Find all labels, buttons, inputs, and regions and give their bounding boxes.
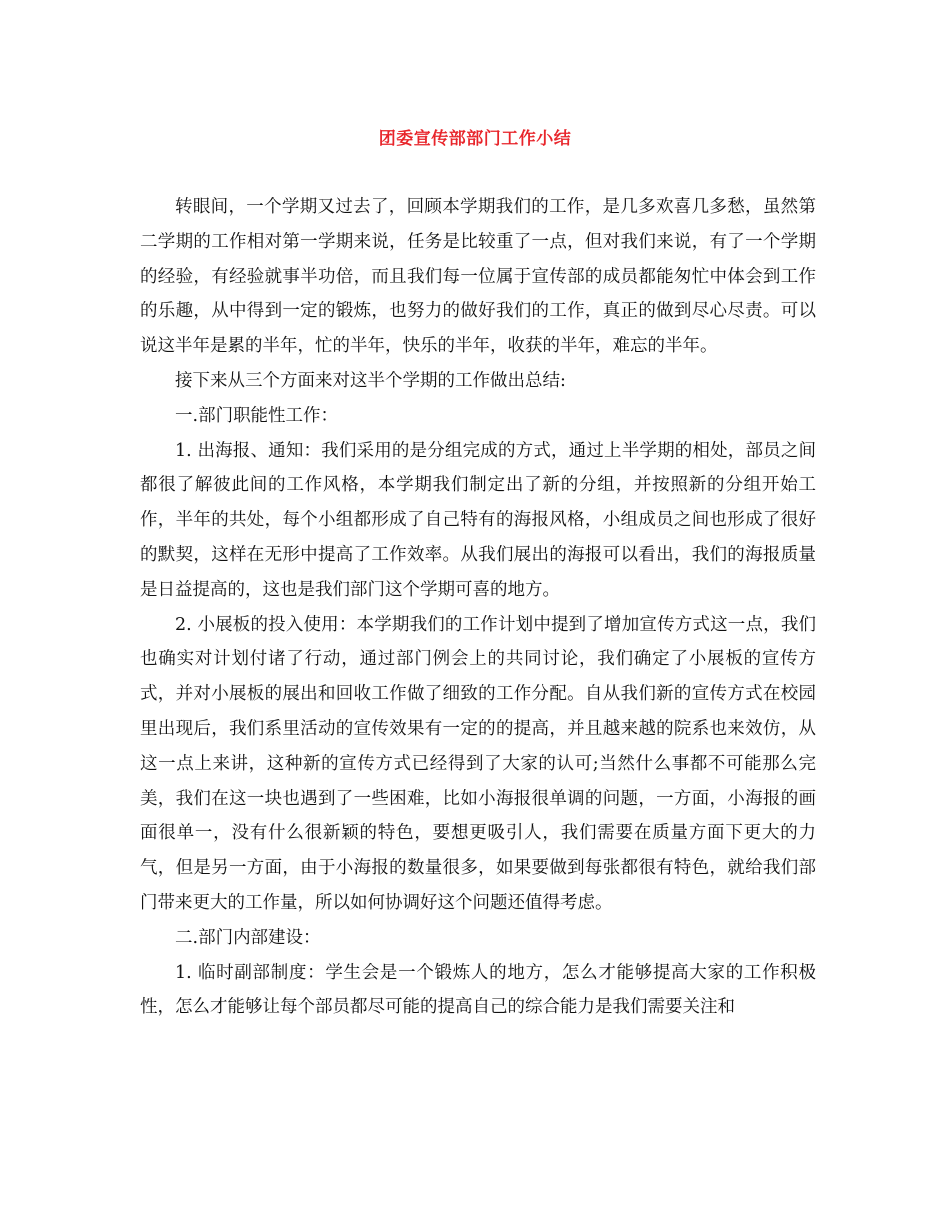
document-title: 团委宣传部部门工作小结 [378,129,572,149]
paragraph-intro: 转眼间，一个学期又过去了，回顾本学期我们的工作，是几多欢喜几多愁，虽然第二学期的工作相对第一学期来说，任务是比较重了一点，但对我们来说，有了一个学期的经验，有经验就事半功倍，而且我们每一位属于宣传部的成员都能匆忙中体会到工作的乐趣，从中得到一定的锻炼，也努力的做好我们的工作，真正的做到尽心尽责。可以说这半年是累的半年，忙的半年，快乐的半年，收获的半年，难忘的半年。 [140,197,816,357]
paragraph-deputy-system: 1. 临时副部制度：学生会是一个锻炼人的地方，怎么才能够提高大家的工作积极性，怎么才能够让每个部员都尽可能的提高自己的综合能力是我们需要关注和 [140,962,816,1018]
paragraph-small-boards: 2. 小展板的投入使用：本学期我们的工作计划中提到了增加宣传方式这一点，我们也确实对计划付诸了行动，通过部门例会上的共同讨论，我们确定了小展板的宣传方式，并对小展板的展出和回收工作做了细致的工作分配。自从我们新的宣传方式在校园里出现后，我们系里活动的宣传效果有一定的的提高，并且越来越的院系也来效仿，从这一点上来讲，这种新的宣传方式已经得到了大家的认可;当然什么事都不可能那么完美，我们在这一块也遇到了一些困难，比如小海报很单调的问题，一方面，小海报的画面很单一，没有什么很新颖的特色，要想更吸引人，我们需要在质量方面下更大的力气，但是另一方面，由于小海报的数量很多，如果要做到每张都很有特色，就给我们部门带来更大的工作量，所以如何协调好这个问题还值得考虑。 [140,614,816,913]
paragraph-posters: 1. 出海报、通知：我们采用的是分组完成的方式，通过上半学期的相处，部员之间都很了解彼此间的工作风格，本学期我们制定出了新的分组，并按照新的分组开始工作，半年的共处，每个小组都形成了自己特有的海报风格，小组成员之间也形成了很好的默契，这样在无形中提高了工作效率。从我们展出的海报可以看出，我们的海报质量是日益提高的，这也是我们部门这个学期可喜的地方。 [140,440,816,600]
paragraph-summary-lead: 接下来从三个方面来对这半个学期的工作做出总结: [175,370,566,391]
section-heading-1: 一.部门职能性工作： [175,405,339,426]
section-heading-2: 二.部门内部建设： [175,927,321,948]
document-body [140,190,816,1025]
